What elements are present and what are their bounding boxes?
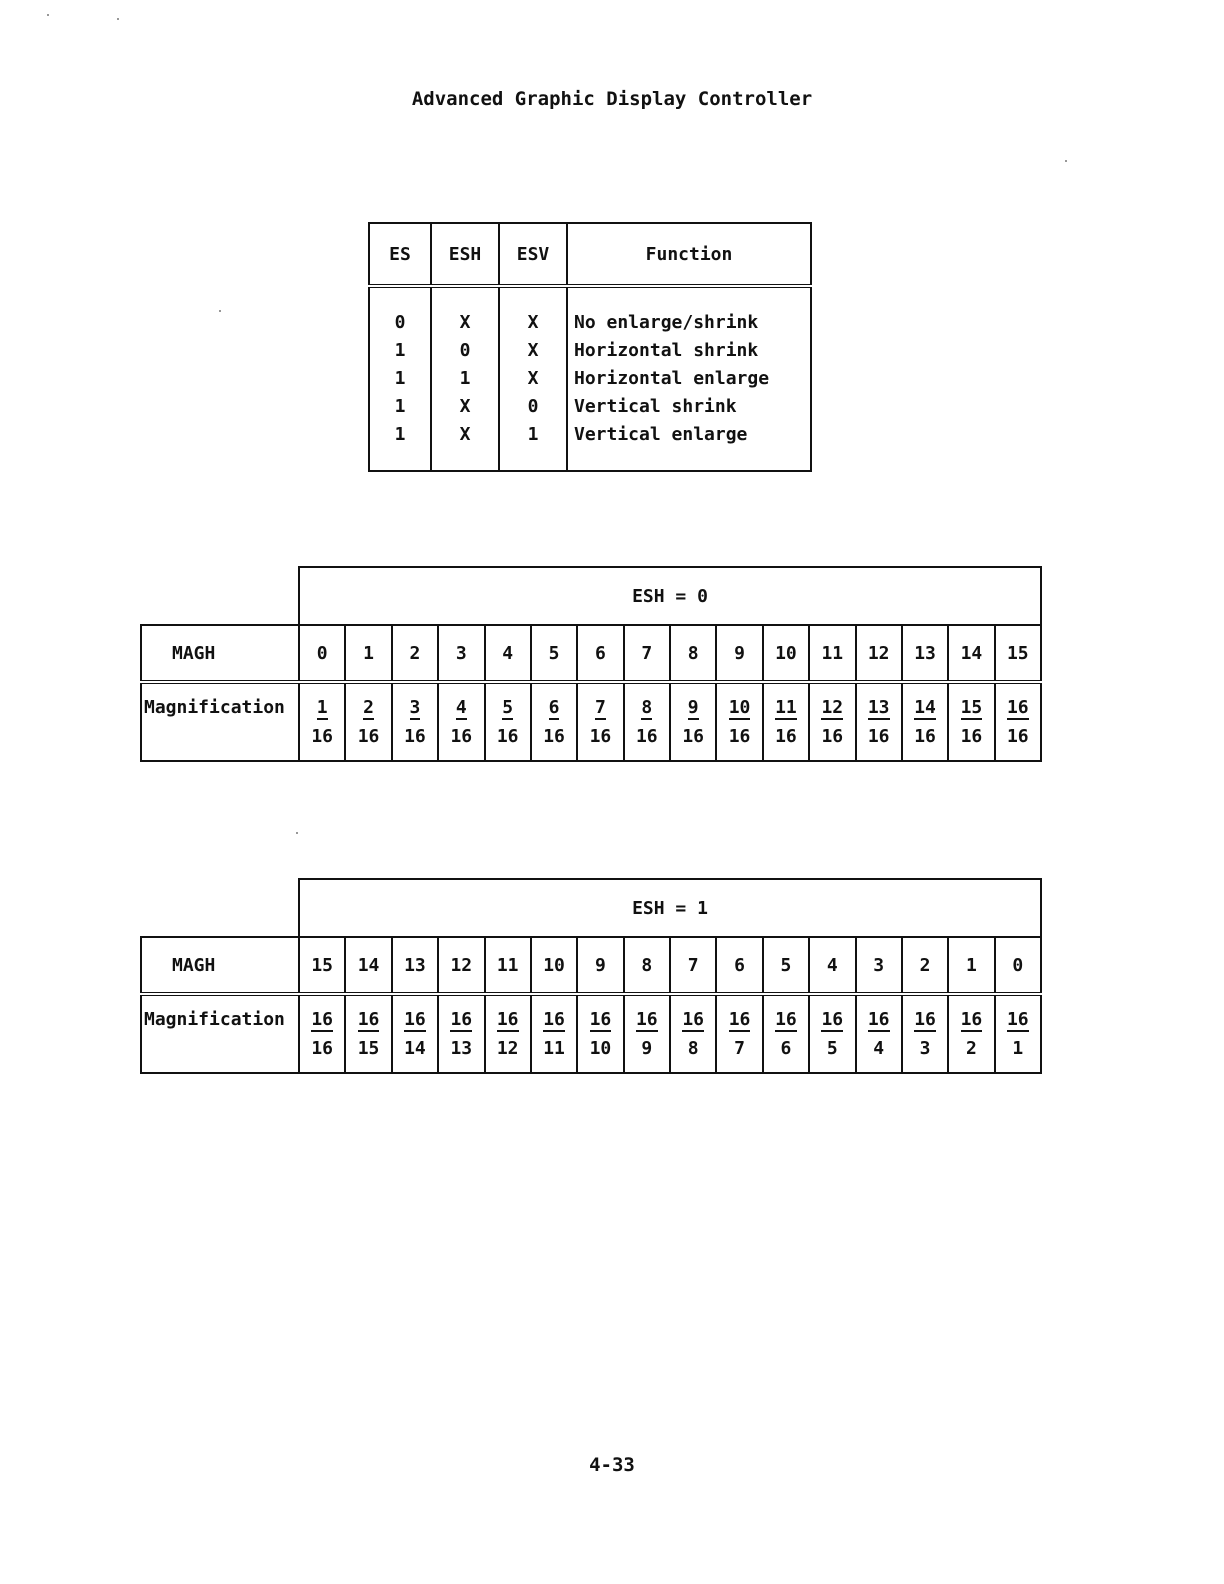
scan-speck: [117, 18, 119, 20]
denominator-value: 6: [763, 1034, 809, 1073]
denominator-value: 16: [438, 722, 484, 761]
table-title-row: [141, 567, 1041, 625]
denominator-value: 15: [345, 1034, 391, 1073]
numerator-cell: [624, 994, 670, 1034]
numerator-cell: [995, 994, 1041, 1034]
magnification-table-esh-0: [140, 566, 1042, 762]
numerator-value: 16: [867, 1008, 890, 1030]
numerator-value: 16: [682, 1008, 705, 1030]
magh-value: 2: [902, 937, 948, 994]
column-header: ESV: [499, 223, 567, 286]
column-header: ESH: [431, 223, 499, 286]
numerator-value: 16: [635, 1008, 658, 1030]
magh-value: 13: [392, 937, 438, 994]
numerator-cell: [716, 994, 762, 1034]
magh-value: 5: [763, 937, 809, 994]
numerator-value: 11: [775, 696, 797, 718]
magh-row: [141, 625, 1041, 682]
denominator-value: 16: [902, 722, 948, 761]
magnification-numerator-row: [141, 682, 1041, 722]
magh-value: 3: [856, 937, 902, 994]
table-cell: X: [499, 286, 567, 336]
table-cell: 1: [369, 420, 431, 471]
table-cell: X: [499, 336, 567, 364]
numerator-value: 7: [595, 696, 606, 718]
blank-label-cell: [141, 722, 299, 761]
table-cell: 0: [369, 286, 431, 336]
numerator-cell: [809, 682, 855, 722]
numerator-cell: [716, 682, 762, 722]
numerator-value: 2: [363, 696, 374, 718]
numerator-value: 4: [455, 696, 467, 718]
numerator-cell: [948, 682, 994, 722]
table-row: [369, 336, 811, 364]
denominator-value: 8: [670, 1034, 716, 1073]
denominator-value: 10: [577, 1034, 623, 1073]
magh-value: 15: [995, 625, 1041, 682]
numerator-cell: [299, 994, 345, 1034]
numerator-value: 5: [502, 696, 514, 718]
denominator-value: 9: [624, 1034, 670, 1073]
numerator-cell: [577, 994, 623, 1034]
numerator-cell: [624, 682, 670, 722]
magnification-numerator-row: [141, 994, 1041, 1034]
magh-value: 7: [624, 625, 670, 682]
numerator-cell: [392, 994, 438, 1034]
table-title: ESH = 1: [299, 879, 1041, 937]
numerator-cell: [531, 994, 577, 1034]
function-table-header: [369, 223, 811, 286]
numerator-value: 16: [311, 1008, 334, 1030]
numerator-cell: [438, 994, 484, 1034]
table-cell: 1: [431, 364, 499, 392]
table-cell: 1: [369, 336, 431, 364]
numerator-cell: [577, 682, 623, 722]
table-row: [369, 286, 811, 336]
denominator-value: 16: [716, 722, 762, 761]
numerator-cell: [485, 994, 531, 1034]
denominator-value: 1: [995, 1034, 1041, 1073]
table-cell: 1: [499, 420, 567, 471]
scan-speck: [47, 14, 49, 16]
magh-value: 10: [531, 937, 577, 994]
magh-value: 1: [948, 937, 994, 994]
numerator-value: 16: [543, 1008, 565, 1030]
magh-value: 6: [577, 625, 623, 682]
numerator-value: 1: [316, 696, 328, 718]
denominator-value: 7: [716, 1034, 762, 1073]
magh-value: 9: [577, 937, 623, 994]
numerator-value: 16: [1006, 696, 1029, 718]
numerator-value: 15: [960, 696, 983, 718]
table-row: [369, 364, 811, 392]
numerator-value: 13: [867, 696, 890, 718]
numerator-value: 9: [687, 696, 699, 718]
magnification-denominator-row: [141, 722, 1041, 761]
table-cell: Vertical shrink: [567, 392, 811, 420]
magh-value: 0: [299, 625, 345, 682]
table-cell: Horizontal shrink: [567, 336, 811, 364]
table-cell: 0: [431, 336, 499, 364]
magh-value: 8: [670, 625, 716, 682]
denominator-value: 2: [948, 1034, 994, 1073]
row-label-magh: MAGH: [141, 937, 299, 994]
denominator-value: 11: [531, 1034, 577, 1073]
numerator-cell: [995, 682, 1041, 722]
denominator-value: 16: [809, 722, 855, 761]
magh-value: 3: [438, 625, 484, 682]
scan-speck: [1065, 160, 1067, 162]
magh-value: 12: [438, 937, 484, 994]
row-label-magnification: Magnification: [141, 682, 299, 722]
table-row: [369, 420, 811, 471]
scan-speck: [219, 310, 221, 312]
denominator-value: 16: [345, 722, 391, 761]
numerator-value: 16: [496, 1008, 519, 1030]
magh-value: 4: [809, 937, 855, 994]
numerator-value: 16: [1006, 1008, 1029, 1030]
page-number: 4-33: [589, 1454, 635, 1476]
table-title-row: [141, 879, 1041, 937]
numerator-cell: [763, 682, 809, 722]
table-row: [369, 392, 811, 420]
numerator-cell: [392, 682, 438, 722]
magh-value: 0: [995, 937, 1041, 994]
denominator-value: 16: [392, 722, 438, 761]
numerator-cell: [856, 994, 902, 1034]
numerator-cell: [763, 994, 809, 1034]
denominator-value: 16: [763, 722, 809, 761]
table-cell: Vertical enlarge: [567, 420, 811, 471]
table-cell: X: [499, 364, 567, 392]
denominator-value: 16: [624, 722, 670, 761]
magh-value: 13: [902, 625, 948, 682]
denominator-value: 4: [856, 1034, 902, 1073]
numerator-cell: [438, 682, 484, 722]
scan-speck: [296, 832, 298, 834]
magh-value: 11: [485, 937, 531, 994]
table-cell: Horizontal enlarge: [567, 364, 811, 392]
magh-value: 2: [392, 625, 438, 682]
numerator-cell: [809, 994, 855, 1034]
denominator-value: 13: [438, 1034, 484, 1073]
magh-value: 11: [809, 625, 855, 682]
denominator-value: 16: [531, 722, 577, 761]
denominator-value: 14: [392, 1034, 438, 1073]
magh-value: 1: [345, 625, 391, 682]
numerator-value: 16: [357, 1008, 380, 1030]
magh-value: 10: [763, 625, 809, 682]
blank-cell: [141, 567, 299, 625]
blank-label-cell: [141, 1034, 299, 1073]
blank-cell: [141, 879, 299, 937]
numerator-cell: [345, 994, 391, 1034]
numerator-value: 16: [404, 1008, 426, 1030]
denominator-value: 3: [902, 1034, 948, 1073]
denominator-value: 16: [856, 722, 902, 761]
magh-value: 14: [948, 625, 994, 682]
numerator-cell: [345, 682, 391, 722]
magh-value: 12: [856, 625, 902, 682]
numerator-cell: [531, 682, 577, 722]
magnification-denominator-row: [141, 1034, 1041, 1073]
numerator-cell: [948, 994, 994, 1034]
numerator-value: 16: [589, 1008, 612, 1030]
column-header: ES: [369, 223, 431, 286]
table-cell: X: [431, 392, 499, 420]
table-cell: 1: [369, 364, 431, 392]
page-header-title: Advanced Graphic Display Controller: [411, 88, 813, 110]
table-cell: No enlarge/shrink: [567, 286, 811, 336]
denominator-value: 16: [670, 722, 716, 761]
magh-value: 15: [299, 937, 345, 994]
row-label-magh: MAGH: [141, 625, 299, 682]
table-cell: 0: [499, 392, 567, 420]
numerator-value: 16: [728, 1008, 751, 1030]
denominator-value: 5: [809, 1034, 855, 1073]
enlarge-shrink-function-table: [368, 222, 812, 472]
denominator-value: 16: [948, 722, 994, 761]
numerator-cell: [902, 994, 948, 1034]
numerator-cell: [670, 994, 716, 1034]
magh-row: [141, 937, 1041, 994]
denominator-value: 16: [299, 722, 345, 761]
numerator-value: 16: [821, 1008, 844, 1030]
magh-value: 14: [345, 937, 391, 994]
numerator-value: 12: [821, 696, 844, 718]
numerator-value: 10: [728, 696, 751, 718]
denominator-value: 16: [995, 722, 1041, 761]
numerator-value: 16: [775, 1008, 797, 1030]
numerator-cell: [856, 682, 902, 722]
numerator-value: 16: [450, 1008, 473, 1030]
magh-value: 8: [624, 937, 670, 994]
magh-value: 9: [716, 625, 762, 682]
denominator-value: 16: [577, 722, 623, 761]
magh-value: 5: [531, 625, 577, 682]
denominator-value: 12: [485, 1034, 531, 1073]
column-header: Function: [567, 223, 811, 286]
numerator-value: 14: [914, 696, 936, 718]
numerator-cell: [485, 682, 531, 722]
row-label-magnification: Magnification: [141, 994, 299, 1034]
numerator-value: 16: [960, 1008, 983, 1030]
numerator-cell: [299, 682, 345, 722]
numerator-cell: [902, 682, 948, 722]
magh-value: 7: [670, 937, 716, 994]
table-cell: X: [431, 420, 499, 471]
numerator-value: 16: [914, 1008, 936, 1030]
magh-value: 6: [716, 937, 762, 994]
magh-value: 4: [485, 625, 531, 682]
magnification-table-esh-1: [140, 878, 1042, 1074]
table-cell: 1: [369, 392, 431, 420]
table-cell: X: [431, 286, 499, 336]
numerator-cell: [670, 682, 716, 722]
denominator-value: 16: [299, 1034, 345, 1073]
numerator-value: 3: [409, 696, 421, 718]
numerator-value: 6: [548, 696, 560, 718]
table-title: ESH = 0: [299, 567, 1041, 625]
numerator-value: 8: [641, 696, 653, 718]
denominator-value: 16: [485, 722, 531, 761]
